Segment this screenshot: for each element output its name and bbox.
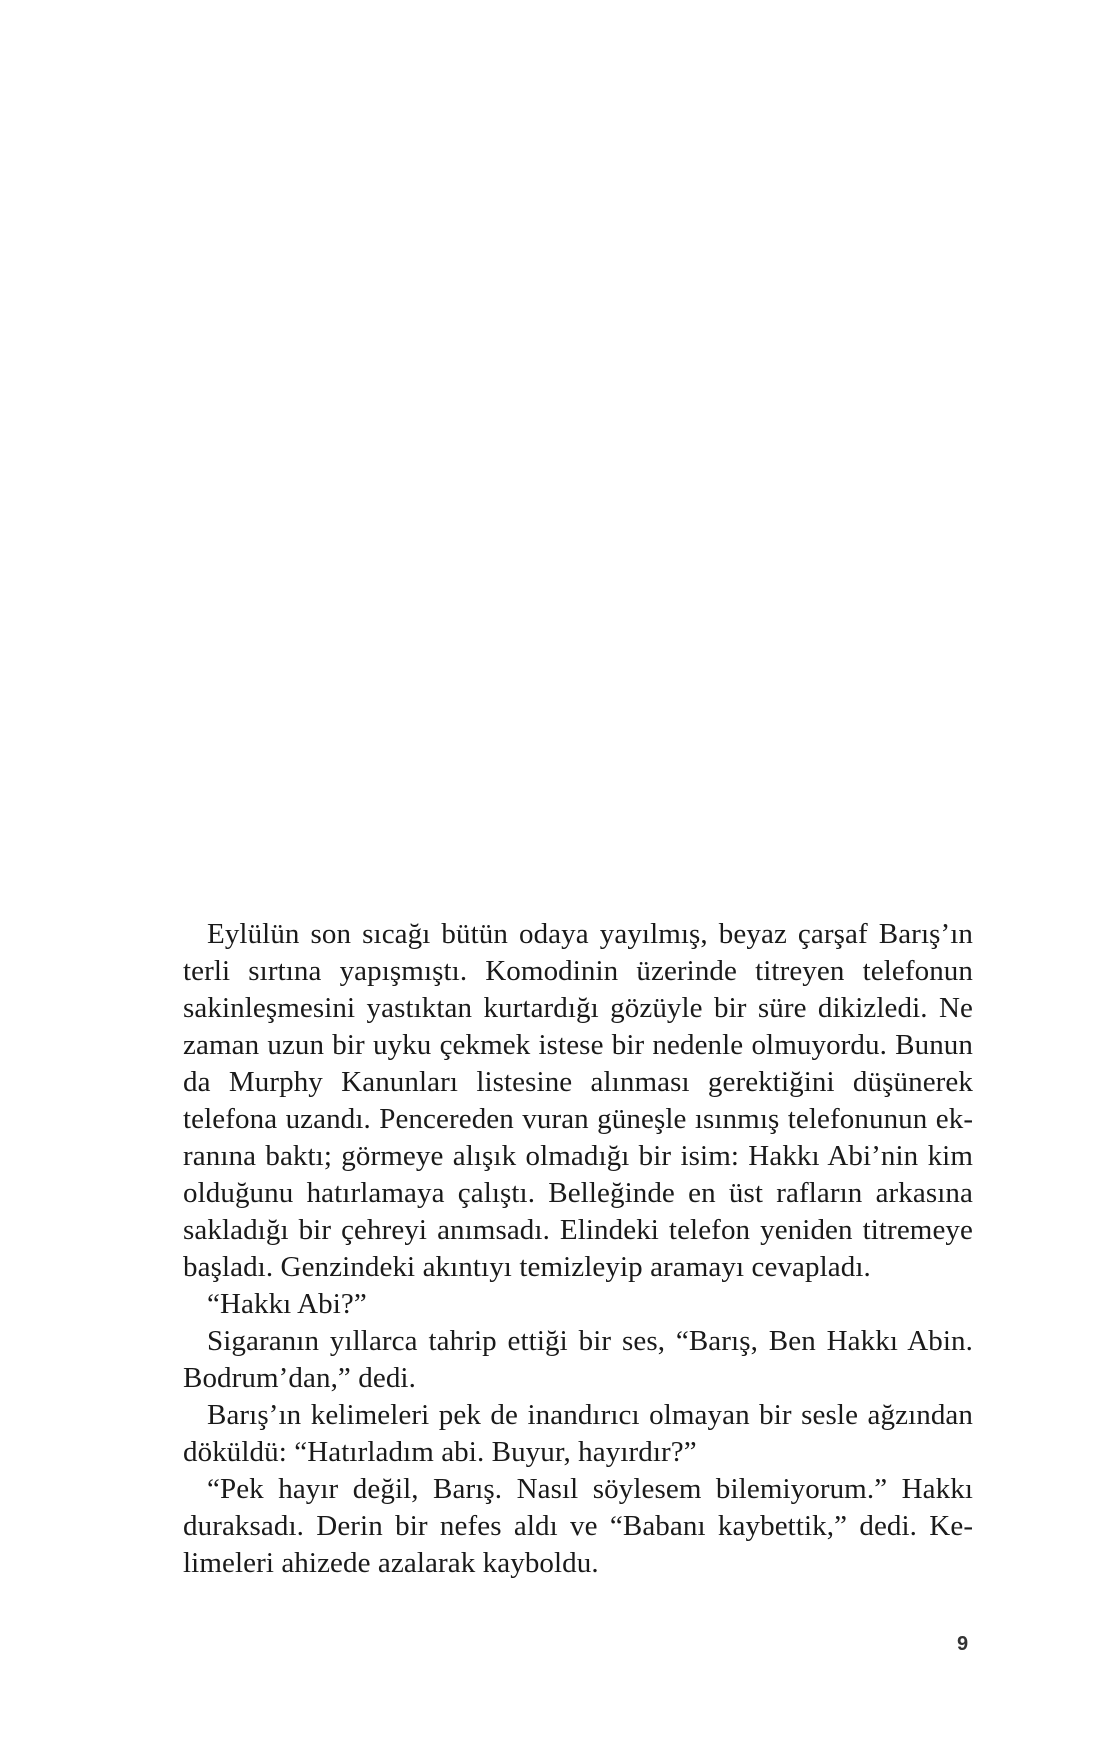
paragraph-4: Barış’ın kelimeleri pek de inandırıcı olmayan bir sesle ağzından döküldü: “Hatırladım abi. Buyur, hayırdır?” (183, 1399, 973, 1468)
page-number: 9 (957, 1633, 969, 1655)
body-text (183, 916, 973, 1582)
paragraph-2: “Hakkı Abi?” (207, 1288, 367, 1320)
paragraph-1: Eylülün son sıcağı bütün odaya yayılmış, beyaz çarşaf Barış’ın terli sırtına yapışmıştı. Komodinin üzerinde titreyen telefonun sakinleşmesini yastıktan kurtardığı gözüyle bir süre dikizledi. Ne zaman uzun bir uyku çekmek istese bir nedenle olmuyordu. Bunun da Murphy Kanunları listesine alınması gerektiğini düşünerek telefona uzandı. Pencereden vuran güneşle ısınmış telefonunun ekranına baktı; görmeye alışık olmadığı bir isim: Hakkı Abi’nin kim olduğunu hatırlamaya çalıştı. Belleğinde en üst rafların arkasına sakladığı bir çehreyi anımsadı. Elindeki telefon yeniden titremeye başladı. Genzindeki akıntıyı temizleyip aramayı cevapladı. (183, 918, 973, 1283)
paragraph-3: Sigaranın yıllarca tahrip ettiği bir ses, “Barış, Ben Hakkı Abin. Bodrum’dan,” dedi. (183, 1325, 973, 1394)
paragraph-5: “Pek hayır değil, Barış. Nasıl söylesem bilemiyorum.” Hakkı duraksadı. Derin bir nefes aldı ve “Babanı kaybettik,” dedi. Kelimeleri ahizede azalarak kayboldu. (183, 1473, 973, 1579)
